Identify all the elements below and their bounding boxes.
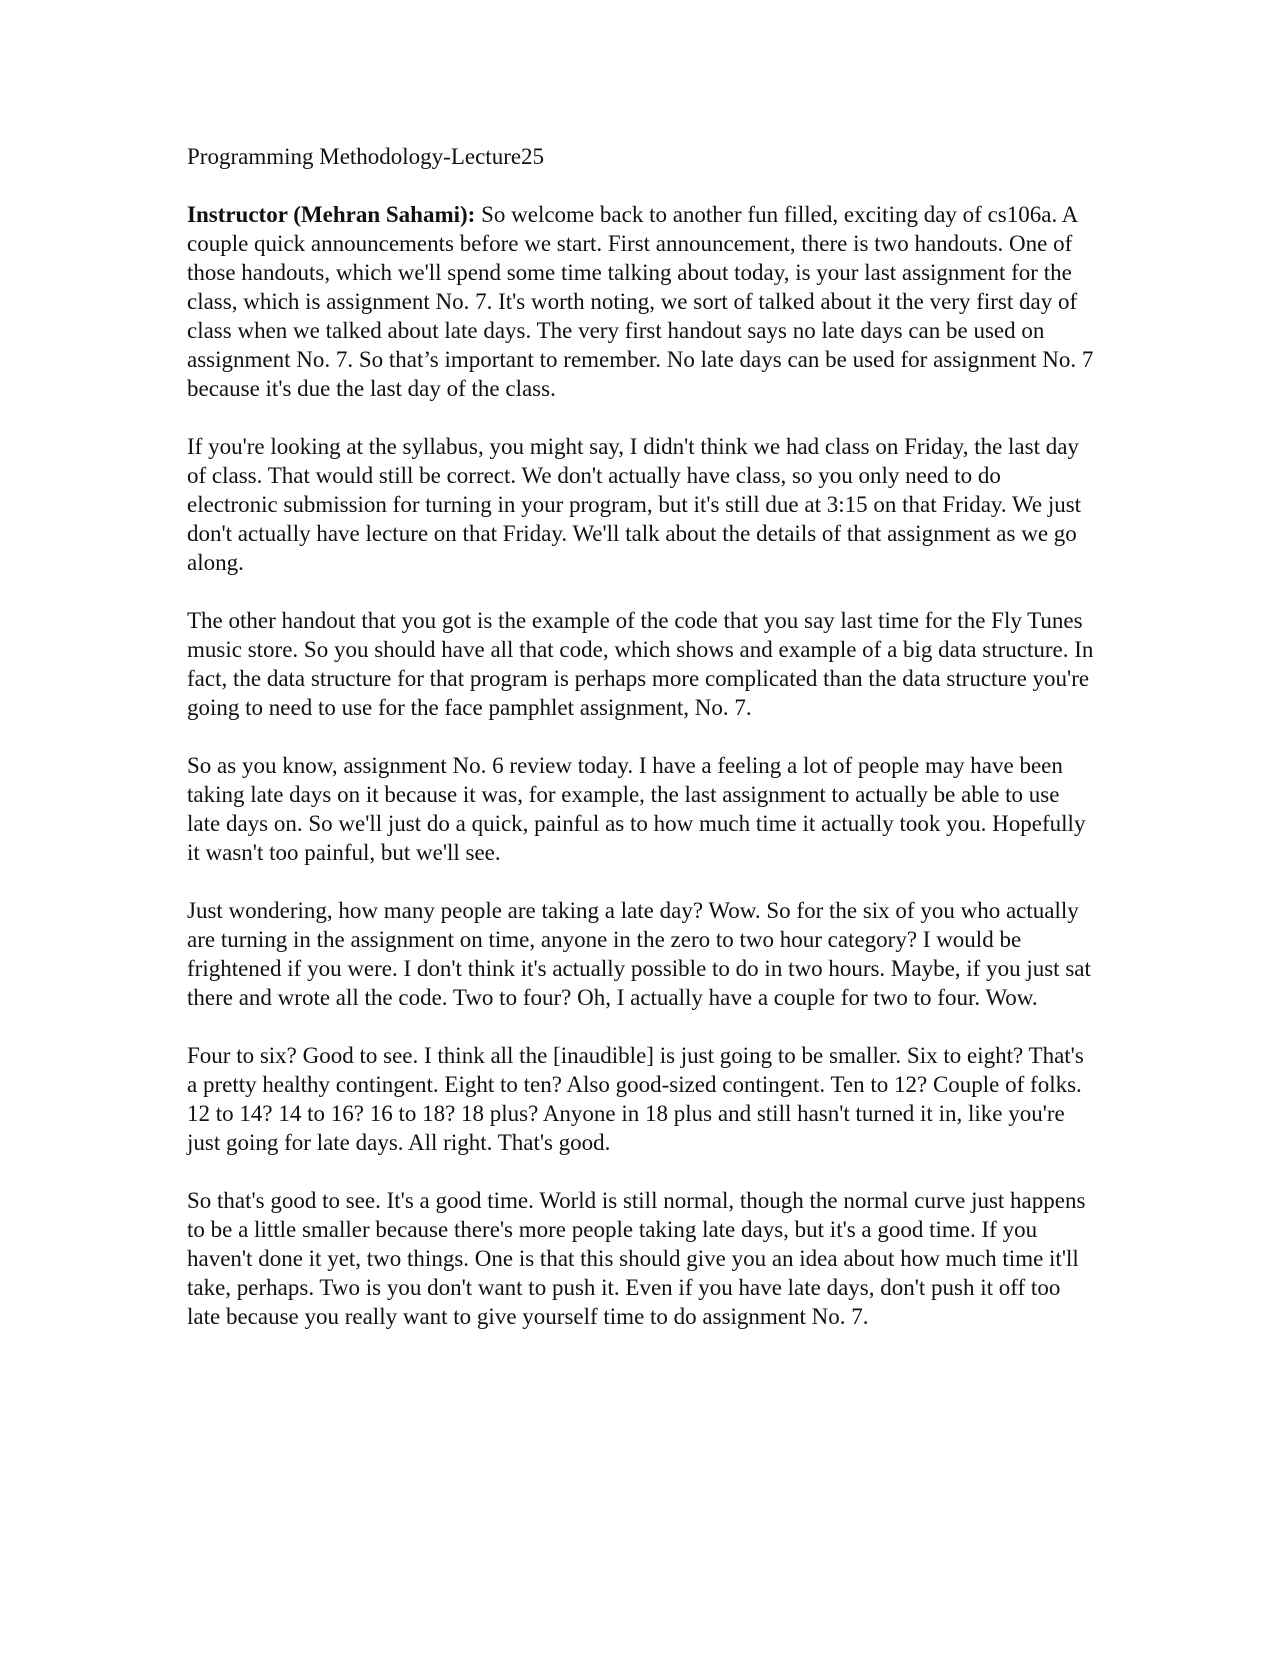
paragraph-3: The other handout that you got is the example of the code that you say last time for the Fly Tunes music store. So you should have all that code, which shows and example of a big data structure. In fact, the data structure for that program is perhaps more complicated than the data structure you're going to need to use for the face pamphlet assignment, No. 7. (187, 608, 1094, 720)
paragraph-1 (187, 200, 1097, 403)
document-page (187, 142, 1097, 1360)
paragraph-1-text: So welcome back to another fun filled, exciting day of cs106a. A couple quick announcements before we start. First announcement, there is two handouts. One of those handouts, which we'll spend some time talking about today, is your last assignment for the class, which is assignment No. 7. It's worth noting, we sort of talked about it the very first day of class when we talked about late days. The very first handout says no late days can be used on assignment No. 7. So that’s important to remember. No late days can be used for assignment No. 7 because it's due the last day of the class. (187, 202, 1094, 401)
paragraph-2: If you're looking at the syllabus, you might say, I didn't think we had class on Friday, the last day of class. That would still be correct. We don't actually have class, so you only need to do electronic submission for turning in your program, but it's still due at 3:15 on that Friday. We just don't actually have lecture on that Friday. We'll talk about the details of that assignment as we go along. (187, 434, 1082, 575)
speaker-label: Instructor (Mehran Sahami): (187, 202, 476, 227)
paragraph-6: Four to six? Good to see. I think all the [inaudible] is just going to be smaller. Six to eight? That's a pretty healthy contingent. Eight to ten? Also good-sized contingent. Ten to 12? Couple of folks. 12 to 14? 14 to 16? 16 to 18? 18 plus? Anyone in 18 plus and still hasn't turned it in, like you're just going for late days. All right. That's good. (187, 1043, 1084, 1155)
paragraph-4: So as you know, assignment No. 6 review today. I have a feeling a lot of people may have been taking late days on it because it was, for example, the last assignment to actually be able to use late days on. So we'll just do a quick, painful as to how much time it actually took you. Hopefully it wasn't too painful, but we'll see. (187, 753, 1086, 865)
paragraph-7: So that's good to see. It's a good time. World is still normal, though the normal curve just happens to be a little smaller because there's more people taking late days, but it's a good time. If you haven't done it yet, two things. One is that this should give you an idea about how much time it'll take, perhaps. Two is you don't want to push it. Even if you have late days, don't push it off too late because you really want to give yourself time to do assignment No. 7. (187, 1188, 1086, 1329)
paragraph-5: Just wondering, how many people are taking a late day? Wow. So for the six of you who actually are turning in the assignment on time, anyone in the zero to two hour category? I would be frightened if you were. I don't think it's actually possible to do in two hours. Maybe, if you just sat there and wrote all the code. Two to four? Oh, I actually have a couple for two to four. Wow. (187, 898, 1091, 1010)
document-title: Programming Methodology-Lecture25 (187, 144, 545, 169)
